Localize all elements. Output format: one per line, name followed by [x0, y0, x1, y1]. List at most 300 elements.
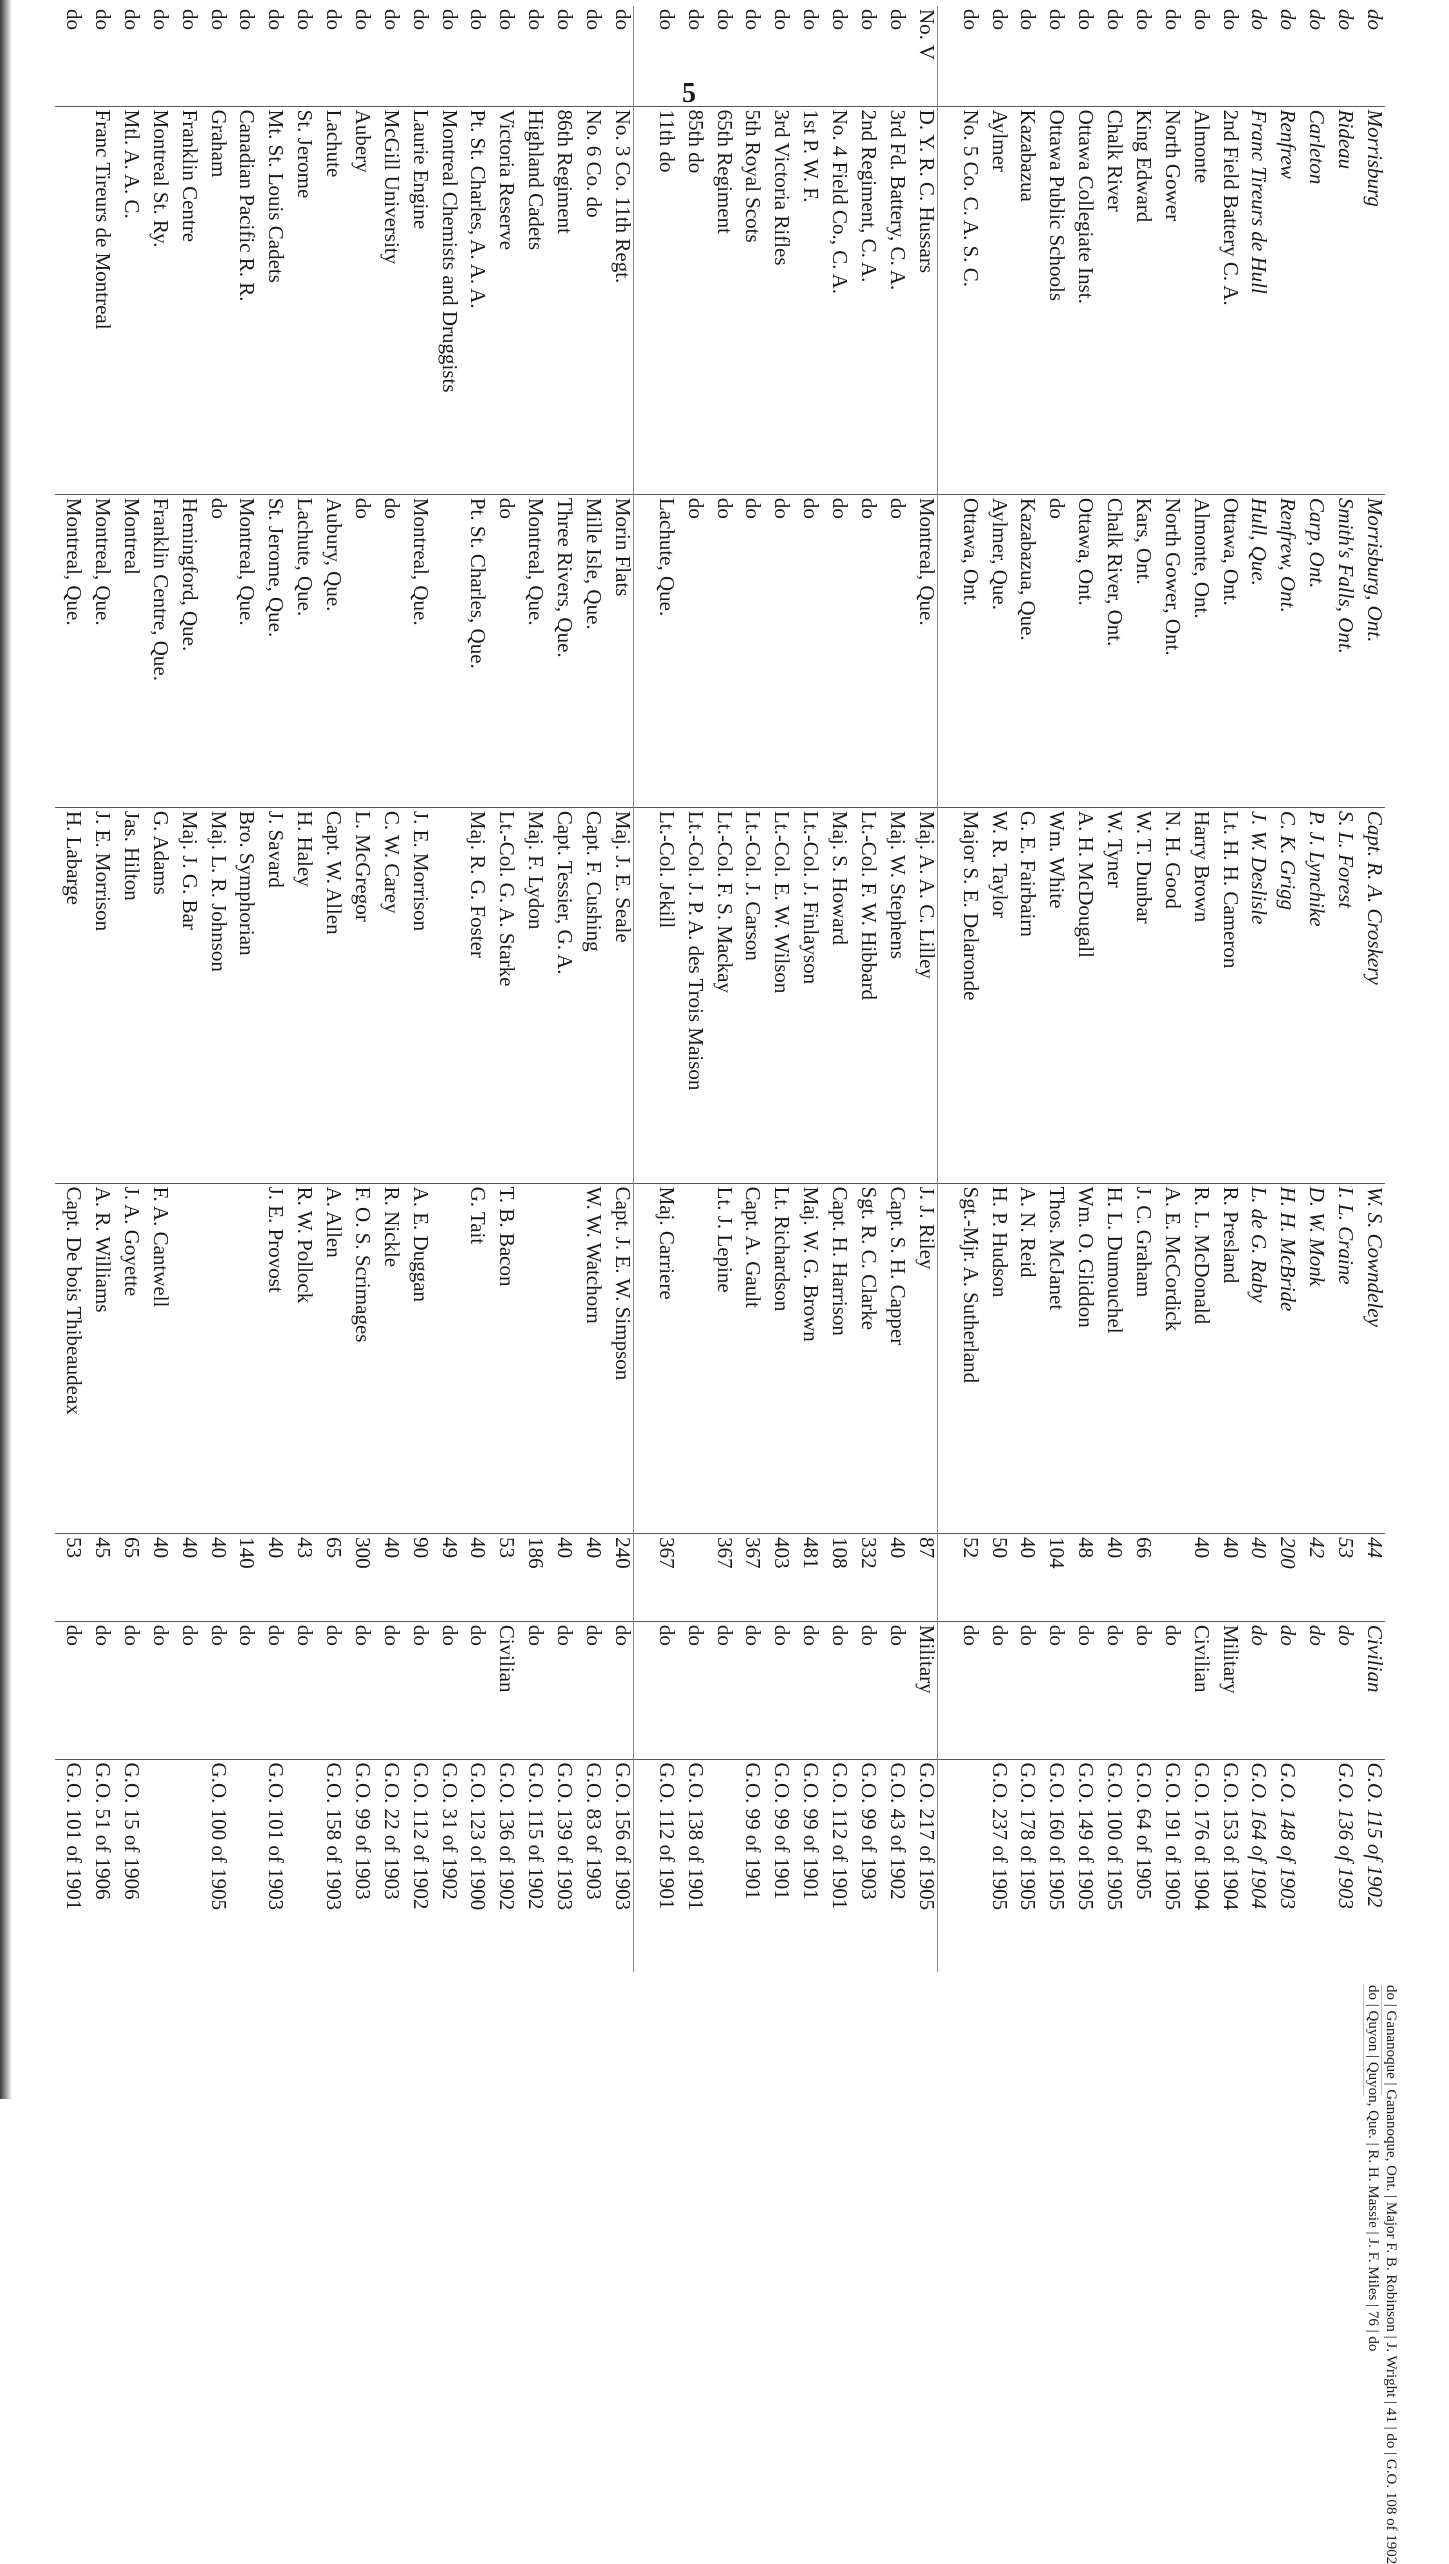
cell-district: do: [351, 9, 375, 30]
cell-class: do: [84, 1621, 113, 1759]
cell-district: do: [1189, 9, 1214, 30]
cell-general-order: G.O. 99 of 1901: [735, 1759, 764, 1972]
cell-secretary: H. P. Hudson: [981, 1183, 1010, 1534]
table-row: [1298, 6, 1327, 1972]
cell-district: do: [437, 9, 462, 30]
table-row: [286, 6, 315, 1972]
cell-secretary: R. W. Pollock: [286, 1183, 315, 1534]
cell-class: do: [55, 1621, 84, 1759]
cell-class: do: [1096, 1621, 1125, 1759]
cell-general-order: G.O. 101 of 1901: [55, 1759, 84, 1972]
cell-general-order: G.O. 156 of 1903: [604, 1759, 634, 1972]
cell-general-order: G.O. 191 of 1905: [1154, 1759, 1183, 1972]
cell-association: Laurie Engine: [402, 106, 431, 494]
cell-class: do: [460, 1621, 489, 1759]
cell-members: 300: [344, 1534, 373, 1622]
cell-general-order: G.O. 153 of 1904: [1212, 1759, 1241, 1972]
cell-association: North Gower: [1154, 106, 1183, 494]
cell-district: do: [885, 9, 910, 30]
cell-district: do: [582, 9, 606, 30]
table-row: [1183, 6, 1212, 1972]
cell-secretary: Sgt.-Mjr. A. Sutherland: [937, 1183, 980, 1534]
cell-class: Civilian: [489, 1621, 518, 1759]
cell-association: No. 4 Field Co., C. A.: [821, 106, 850, 494]
cell-president: S. L. Forest: [1327, 807, 1356, 1183]
cell-secretary: Lt. J. Lepine: [706, 1183, 735, 1534]
cell-class: Civilian: [1183, 1621, 1212, 1759]
cell-association: 3rd Fd. Battery, C. A.: [879, 106, 908, 494]
cell-association: McGill University: [373, 106, 402, 494]
cell-district: do: [264, 9, 289, 30]
cell-class: do: [1067, 1621, 1096, 1759]
cell-class: do: [258, 1621, 287, 1759]
cell-secretary: R. L. McDonald: [1183, 1183, 1212, 1534]
cell-members: 53: [55, 1534, 84, 1622]
page-number: 5: [682, 78, 696, 109]
cell-class: do: [575, 1621, 604, 1759]
table-row: [489, 6, 518, 1972]
cell-location: Franklin Centre, Que.: [142, 494, 171, 807]
table-row: [764, 6, 793, 1972]
cell-secretary: T. B. Bacon: [489, 1183, 518, 1534]
cell-location: Aubury, Que.: [315, 494, 344, 807]
cell-location: Hull, Que.: [1241, 494, 1270, 807]
cell-secretary: A. E. Duggan: [402, 1183, 431, 1534]
cell-general-order: G.O. 64 of 1905: [1125, 1759, 1154, 1972]
cell-members: 186: [517, 1534, 546, 1622]
cell-class: do: [229, 1621, 258, 1759]
cell-district: do: [770, 9, 795, 30]
table-row: [677, 6, 706, 1972]
cell-location: do: [1039, 494, 1068, 807]
cell-district: do: [322, 9, 347, 30]
cell-general-order: [142, 1759, 171, 1972]
cell-general-order: [286, 1759, 315, 1972]
cell-location: Kars, Ont.: [1125, 494, 1154, 807]
cell-association: Almonte: [1183, 106, 1212, 494]
cell-location: do: [792, 494, 821, 807]
cell-secretary: [229, 1183, 258, 1534]
cell-members: 40: [879, 1534, 908, 1622]
cell-president: Maj. J. E. Seale: [604, 807, 634, 1183]
rifle-association-table: [55, 6, 1385, 1972]
cell-location: St. Jerome, Que.: [258, 494, 287, 807]
cell-association: 86th Regiment: [546, 106, 575, 494]
cell-general-order: G.O. 123 of 1900: [460, 1759, 489, 1972]
cell-secretary: Wm. O. Gliddon: [1067, 1183, 1096, 1534]
cell-district: do: [1218, 9, 1243, 30]
cell-location: do: [764, 494, 793, 807]
cell-district: No. V: [914, 9, 939, 60]
cell-members: 40: [1183, 1534, 1212, 1622]
cell-association: Ottawa Collegiate Inst.: [1067, 106, 1096, 494]
cell-district: do: [1247, 9, 1272, 30]
strip-line: do | Quyon | Quyon, Que. | R. H. Massie | J. F. Miles | 76 | do: [1365, 1985, 1381, 2352]
cell-association: Mtl. A. A. C.: [113, 106, 142, 494]
cell-members: 367: [706, 1534, 735, 1622]
cell-location: do: [850, 494, 879, 807]
cell-location: do: [706, 494, 735, 807]
cell-members: 403: [764, 1534, 793, 1622]
cell-class: do: [981, 1621, 1010, 1759]
cell-location: Montreal, Que.: [229, 494, 258, 807]
table-row: [575, 6, 604, 1972]
cell-association: Kazabazua: [1010, 106, 1039, 494]
cell-general-order: G.O. 112 of 1902: [402, 1759, 431, 1972]
cell-members: 40: [258, 1534, 287, 1622]
cell-members: 40: [1096, 1534, 1125, 1622]
cell-location: Kazabazua, Que.: [1010, 494, 1039, 807]
cell-district: do: [1016, 9, 1041, 30]
table-row: [850, 6, 879, 1972]
cell-president: Lt.-Col. J. P. A. des Trois Maison: [677, 807, 706, 1183]
cell-association: Aylmer: [981, 106, 1010, 494]
cell-president: Bro. Symphorian: [229, 807, 258, 1183]
cell-members: 65: [315, 1534, 344, 1622]
cell-class: do: [604, 1621, 634, 1759]
cell-president: Maj. W. Stephens: [879, 807, 908, 1183]
cell-general-order: G.O. 160 of 1905: [1039, 1759, 1068, 1972]
cell-president: J. Savard: [258, 807, 287, 1183]
cell-secretary: D. W. Monk: [1298, 1183, 1327, 1534]
cell-general-order: G.O. 136 of 1903: [1327, 1759, 1356, 1972]
cell-president: W. R. Taylor: [981, 807, 1010, 1183]
cell-president: C. W. Carey: [373, 807, 402, 1183]
cell-district: do: [987, 9, 1012, 30]
cell-location: do: [344, 494, 373, 807]
table-row: [546, 6, 575, 1972]
cell-president: Maj. J. G. Bar: [171, 807, 200, 1183]
cell-district: do: [634, 6, 677, 106]
cell-association: Canadian Pacific R. R.: [229, 106, 258, 494]
table-row: [735, 6, 764, 1972]
cell-class: do: [286, 1621, 315, 1759]
cell-class: do: [171, 1621, 200, 1759]
cell-president: Jas. Hilton: [113, 807, 142, 1183]
cell-location: Three Rivers, Que.: [546, 494, 575, 807]
cell-location: Hemingford, Que.: [171, 494, 200, 807]
table-row: [1270, 6, 1299, 1972]
cell-district: do: [1305, 9, 1330, 30]
cell-president: L. McGregor: [344, 807, 373, 1183]
cell-class: do: [142, 1621, 171, 1759]
table-row: [258, 6, 287, 1972]
cell-class: do: [677, 1621, 706, 1759]
cell-secretary: Thos. McJanet: [1039, 1183, 1068, 1534]
cell-district: do: [937, 6, 980, 106]
cell-district: do: [206, 9, 231, 30]
table-row: [706, 6, 735, 1972]
cell-general-order: G.O. 149 of 1905: [1067, 1759, 1096, 1972]
cell-general-order: G.O. 112 of 1901: [821, 1759, 850, 1972]
cell-district: do: [1363, 9, 1387, 30]
cell-association: Carleton: [1298, 106, 1327, 494]
table-row: [1327, 6, 1356, 1972]
cell-secretary: Maj. W. G. Brown: [792, 1183, 821, 1534]
cell-location: Montreal, Que.: [517, 494, 546, 807]
cell-members: 87: [908, 1534, 938, 1622]
cell-location: do: [200, 494, 229, 807]
cell-president: Lt.-Col. F. W. Hibbard: [850, 807, 879, 1183]
cell-association: 85th do: [677, 106, 706, 494]
cell-location: Morin Flats: [604, 494, 634, 807]
cell-association: Franc Tireurs de Montreal: [84, 106, 113, 494]
cell-location: Montreal, Que.: [908, 494, 938, 807]
cell-general-order: G.O. 164 of 1904: [1241, 1759, 1270, 1972]
cell-members: 40: [460, 1534, 489, 1622]
cell-members: 40: [575, 1534, 604, 1622]
cell-members: 45: [84, 1534, 113, 1622]
cell-location: Ottawa, Ont.: [1067, 494, 1096, 807]
table-row: [821, 6, 850, 1972]
cell-association: No. 3 Co. 11th Regt.: [604, 106, 634, 494]
cell-location: Montreal, Que.: [402, 494, 431, 807]
table-row: [1010, 6, 1039, 1972]
cell-secretary: F. A. Cantwell: [142, 1183, 171, 1534]
cell-district: do: [293, 9, 318, 30]
cell-association: No. 6 Co. do: [575, 106, 604, 494]
cell-class: do: [879, 1621, 908, 1759]
cell-district: do: [1276, 9, 1301, 30]
cell-members: 200: [1270, 1534, 1299, 1622]
cell-general-order: G.O. 51 of 1906: [84, 1759, 113, 1972]
cell-district: do: [177, 9, 202, 30]
table-row: [315, 6, 344, 1972]
cell-secretary: H. H. McBride: [1270, 1183, 1299, 1534]
cell-president: P. J. Lynchike: [1298, 807, 1327, 1183]
cell-general-order: G.O. 22 of 1903: [373, 1759, 402, 1972]
cell-association: Morrisburg: [1356, 106, 1385, 494]
cell-location: Aylmer, Que.: [981, 494, 1010, 807]
cell-president: A. H. McDougall: [1067, 807, 1096, 1183]
cell-members: 240: [604, 1534, 634, 1622]
cell-association: Renfrew: [1270, 106, 1299, 494]
cell-general-order: G.O. 136 of 1902: [489, 1759, 518, 1972]
cell-secretary: Capt. H. Harrison: [821, 1183, 850, 1534]
cell-members: 44: [1356, 1534, 1385, 1622]
cell-general-order: G.O. 115 of 1902: [517, 1759, 546, 1972]
cell-secretary: Sgt. R. C. Clarke: [850, 1183, 879, 1534]
cell-general-order: G.O. 115 of 1902: [1356, 1759, 1385, 1972]
cell-members: 49: [431, 1534, 460, 1622]
cell-president: W. T. Dunbar: [1125, 807, 1154, 1183]
cell-secretary: J. A. Goyette: [113, 1183, 142, 1534]
cell-secretary: I. L. Craine: [1327, 1183, 1356, 1534]
cell-general-order: G.O. 139 of 1903: [546, 1759, 575, 1972]
cell-class: Military: [1212, 1621, 1241, 1759]
cell-district: do: [741, 9, 766, 30]
cell-general-order: [937, 1759, 980, 1972]
cell-location: Montreal, Que.: [84, 494, 113, 807]
cell-members: 40: [1010, 1534, 1039, 1622]
cell-association: 11th do: [634, 106, 677, 494]
cell-district: do: [235, 9, 260, 30]
cell-members: 140: [229, 1534, 258, 1622]
cell-association: Graham: [200, 106, 229, 494]
cell-class: do: [1327, 1621, 1356, 1759]
cell-class: do: [1298, 1621, 1327, 1759]
cell-members: 53: [1327, 1534, 1356, 1622]
cell-association: Franc Tireurs de Hull: [1241, 106, 1270, 494]
table-row: [1125, 6, 1154, 1972]
cell-secretary: J. J. Riley: [908, 1183, 938, 1534]
cell-secretary: W. S. Cowndeley: [1356, 1183, 1385, 1534]
cell-president: C. K. Grigg: [1270, 807, 1299, 1183]
cell-class: do: [764, 1621, 793, 1759]
cell-association: Ottawa Public Schools: [1039, 106, 1068, 494]
previous-page-strip: [39, 1985, 1399, 2564]
cell-secretary: A. Allen: [315, 1183, 344, 1534]
cell-location: Montreal, Que.: [55, 494, 84, 807]
cell-members: 53: [489, 1534, 518, 1622]
cell-district: do: [408, 9, 433, 30]
cell-district: do: [1334, 9, 1359, 30]
table-row: [460, 6, 489, 1972]
cell-location: [431, 494, 460, 807]
cell-location: Mille Isle, Que.: [575, 494, 604, 807]
cell-association: Lachute: [315, 106, 344, 494]
table-row: [981, 6, 1010, 1972]
cell-class: do: [1125, 1621, 1154, 1759]
cell-secretary: [171, 1183, 200, 1534]
cell-location: Chalk River, Ont.: [1096, 494, 1125, 807]
cell-general-order: G.O. 99 of 1903: [850, 1759, 879, 1972]
cell-president: J. W. Deslisle: [1241, 807, 1270, 1183]
cell-members: 104: [1039, 1534, 1068, 1622]
cell-members: 367: [735, 1534, 764, 1622]
cell-class: do: [634, 1621, 677, 1759]
cell-district: do: [1160, 9, 1185, 30]
cell-general-order: G.O. 112 of 1901: [634, 1759, 677, 1972]
cell-president: W. Tyner: [1096, 807, 1125, 1183]
cell-president: Major S. E. Delaronde: [937, 807, 980, 1183]
cell-president: Capt. Tessier, G. A.: [546, 807, 575, 1183]
cell-members: 40: [171, 1534, 200, 1622]
cell-class: do: [517, 1621, 546, 1759]
cell-association: 1st P. W. F.: [792, 106, 821, 494]
table-row: [84, 6, 113, 1972]
cell-district: do: [148, 9, 173, 30]
cell-president: Capt. W. Allen: [315, 807, 344, 1183]
cell-district: do: [466, 9, 491, 30]
cell-location: Morrisburg, Ont.: [1356, 494, 1385, 807]
cell-class: do: [706, 1621, 735, 1759]
cell-general-order: G.O. 138 of 1901: [677, 1759, 706, 1972]
cell-members: 40: [1241, 1534, 1270, 1622]
cell-class: Military: [908, 1621, 938, 1759]
cell-secretary: J. C. Graham: [1125, 1183, 1154, 1534]
cell-secretary: F. O. S. Scrimages: [344, 1183, 373, 1534]
cell-district: do: [828, 9, 853, 30]
cell-general-order: [1298, 1759, 1327, 1972]
strip-line: do | Gananoque | Gananoque, Ont. | Major F. B. Robinson | J. Wright | 41 | do | G.O. 108 of 1902: [1383, 1985, 1399, 2564]
cell-class: do: [735, 1621, 764, 1759]
cell-president: Capt. R. A. Croskery: [1356, 807, 1385, 1183]
cell-secretary: G. Tait: [460, 1183, 489, 1534]
cell-secretary: Capt. J. E. W. Simpson: [604, 1183, 634, 1534]
cell-president: Maj. S. Howard: [821, 807, 850, 1183]
cell-location: Montreal: [113, 494, 142, 807]
cell-association: King Edward: [1125, 106, 1154, 494]
cell-president: Maj. L. R. Johnson: [200, 807, 229, 1183]
cell-class: do: [344, 1621, 373, 1759]
cell-association: 5th Royal Scots: [735, 106, 764, 494]
cell-district: do: [712, 9, 737, 30]
cell-class: do: [821, 1621, 850, 1759]
cell-location: Ottawa, Ont.: [937, 494, 980, 807]
cell-president: Lt.-Col. Jekill: [634, 807, 677, 1183]
cell-members: 52: [937, 1534, 980, 1622]
cell-secretary: [431, 1183, 460, 1534]
cell-president: N. H. Good: [1154, 807, 1183, 1183]
cell-association: 65th Regiment: [706, 106, 735, 494]
cell-general-order: G.O. 237 of 1905: [981, 1759, 1010, 1972]
table-row: [1096, 6, 1125, 1972]
cell-members: 367: [634, 1534, 677, 1622]
cell-members: 43: [286, 1534, 315, 1622]
cell-secretary: [546, 1183, 575, 1534]
table-row: [908, 6, 938, 1972]
cell-district: do: [495, 9, 520, 30]
cell-secretary: A. N. Reid: [1010, 1183, 1039, 1534]
cell-location: Ottawa, Ont.: [1212, 494, 1241, 807]
cell-secretary: [200, 1183, 229, 1534]
cell-location: do: [677, 494, 706, 807]
table-row: [1154, 6, 1183, 1972]
cell-members: 40: [142, 1534, 171, 1622]
cell-district: do: [553, 9, 578, 30]
cell-class: do: [431, 1621, 460, 1759]
cell-association: No. 5 Co. C. A. S. C.: [937, 106, 980, 494]
cell-association: Chalk River: [1096, 106, 1125, 494]
cell-district: do: [1074, 9, 1099, 30]
cell-association: Mt. St. Louis Cadets: [258, 106, 287, 494]
table-row: [344, 6, 373, 1972]
cell-president: Lt.-Col. F. S. Mackay: [706, 807, 735, 1183]
cell-members: 66: [1125, 1534, 1154, 1622]
cell-president: Lt. H. H. Cameron: [1212, 807, 1241, 1183]
cell-class: do: [546, 1621, 575, 1759]
cell-location: do: [821, 494, 850, 807]
cell-association: Rideau: [1327, 106, 1356, 494]
cell-members: 332: [850, 1534, 879, 1622]
cell-secretary: A. R. Williams: [84, 1183, 113, 1534]
cell-secretary: Capt. A. Gault: [735, 1183, 764, 1534]
cell-location: Lachute, Que.: [286, 494, 315, 807]
cell-members: 90: [402, 1534, 431, 1622]
cell-secretary: Capt. De bois Thibeaudeax: [55, 1183, 84, 1534]
table-row: [1356, 6, 1385, 1972]
cell-secretary: Lt. Richardson: [764, 1183, 793, 1534]
cell-association: 2nd Field Battery C. A.: [1212, 106, 1241, 494]
cell-association: Franklin Centre: [171, 106, 200, 494]
cell-district: do: [611, 9, 636, 30]
cell-location: North Gower, Ont.: [1154, 494, 1183, 807]
cell-association: Montreal Chemists and Druggists: [431, 106, 460, 494]
cell-district: do: [1103, 9, 1128, 30]
table-row: [55, 6, 84, 1972]
cell-association: 2nd Regiment, C. A.: [850, 106, 879, 494]
cell-association: 3rd Victoria Rifles: [764, 106, 793, 494]
cell-president: G. E. Fairbairn: [1010, 807, 1039, 1183]
cell-general-order: G.O. 15 of 1906: [113, 1759, 142, 1972]
cell-district: do: [379, 9, 404, 30]
cell-class: do: [937, 1621, 980, 1759]
cell-members: 40: [1212, 1534, 1241, 1622]
cell-general-order: G.O. 158 of 1903: [315, 1759, 344, 1972]
table-row: [373, 6, 402, 1972]
table-row: [142, 6, 171, 1972]
